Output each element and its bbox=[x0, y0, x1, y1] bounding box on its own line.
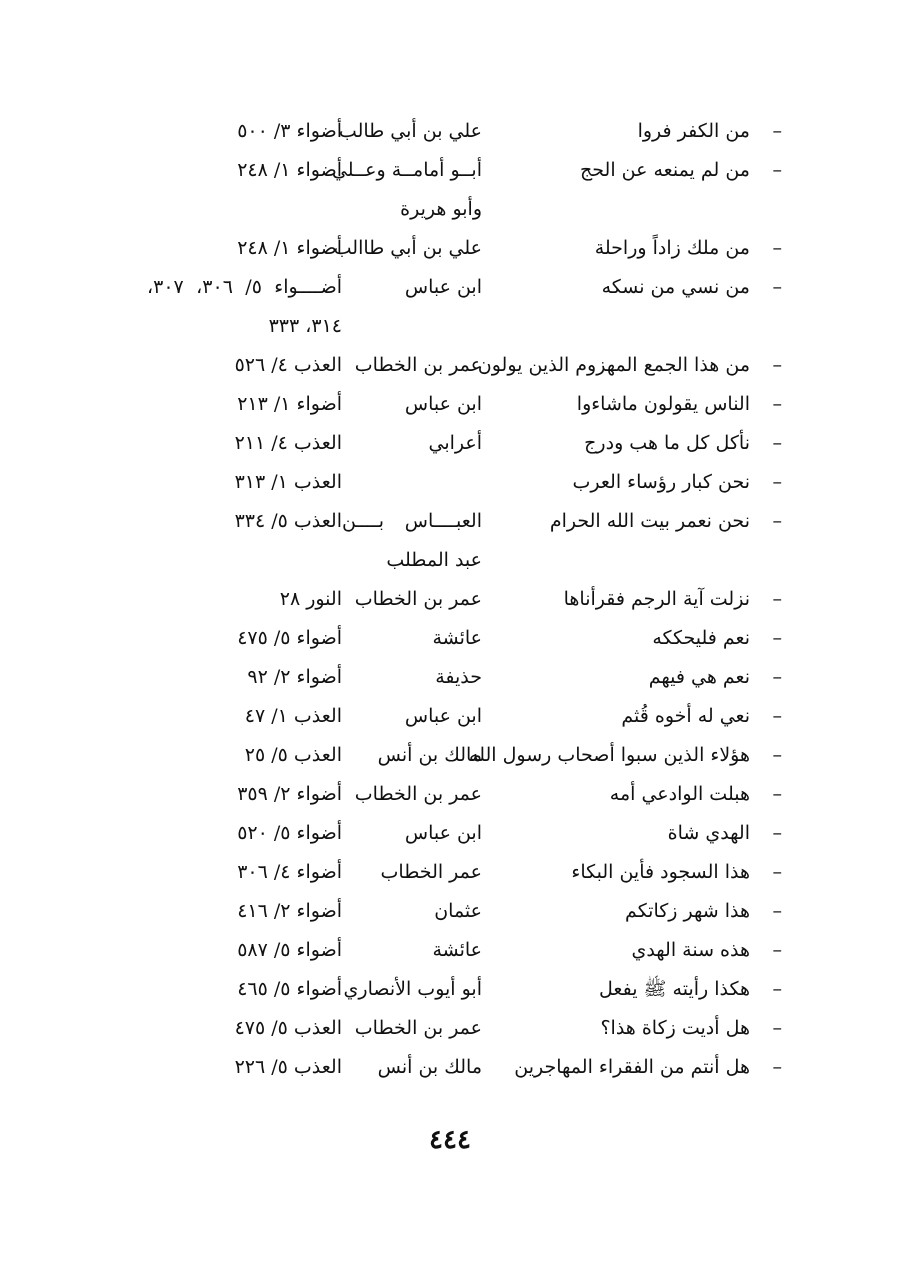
index-entry bbox=[117, 1009, 782, 1048]
entry-narrator: مالك بن أنس bbox=[377, 1056, 482, 1078]
entry-narrator: عمر بن الخطاب bbox=[354, 783, 482, 805]
index-entry bbox=[117, 853, 782, 892]
entry-narrator: علي بن أبي طالب bbox=[338, 120, 482, 142]
entry-phrase: نأكل كل ما هب ودرج bbox=[584, 432, 750, 454]
entry-reference: العذب ٥/ ٢٢٦ bbox=[234, 1056, 342, 1078]
index-entry bbox=[117, 268, 782, 307]
entry-dash: – bbox=[772, 120, 782, 142]
entry-phrase: نحن كبار رؤساء العرب bbox=[572, 471, 750, 493]
entry-phrase: نحن نعمر بيت الله الحرام bbox=[549, 510, 750, 532]
index-list bbox=[117, 112, 782, 1087]
entry-narrator: علي بن أبي طاالب bbox=[333, 237, 482, 259]
index-entry bbox=[117, 892, 782, 931]
entry-reference: أضواء ٢/ ٣٥٩ bbox=[237, 783, 342, 805]
entry-dash: – bbox=[772, 237, 782, 259]
entry-phrase: نعم فليحككه bbox=[652, 627, 750, 649]
entry-phrase: من لم يمنعه عن الحج bbox=[580, 159, 750, 181]
entry-narrator: أبو أيوب الأنصاري bbox=[343, 978, 482, 1000]
index-entry bbox=[117, 736, 782, 775]
entry-narrator: أعرابي bbox=[428, 432, 482, 454]
entry-phrase: هذا شهر زكاتكم bbox=[625, 900, 750, 922]
entry-dash: – bbox=[772, 276, 782, 298]
entry-phrase: هل أديت زكاة هذا؟ bbox=[600, 1017, 750, 1039]
entry-phrase: هبلت الوادعي أمه bbox=[609, 783, 750, 805]
entry-phrase: نزلت آية الرجم فقرأناها bbox=[563, 588, 750, 610]
entry-reference: ٣١٤، ٣٣٣ bbox=[268, 315, 342, 337]
entry-narrator: عثمان bbox=[434, 900, 482, 922]
index-entry bbox=[117, 1048, 782, 1087]
index-entry bbox=[117, 502, 782, 541]
index-entry bbox=[117, 580, 782, 619]
entry-narrator: مالك بن أنس bbox=[377, 744, 482, 766]
index-entry bbox=[117, 229, 782, 268]
entry-phrase: من ملك زاداً وراحلة bbox=[594, 237, 750, 259]
entry-phrase: هؤلاء الذين سبوا أصحاب رسول الله bbox=[469, 744, 750, 766]
entry-reference: العذب ٤/ ٢١١ bbox=[234, 432, 342, 454]
entry-phrase: من نسي من نسكه bbox=[601, 276, 750, 298]
entry-narrator: عمر بن الخطاب bbox=[354, 588, 482, 610]
entry-reference: أضواء ١/ ٢١٣ bbox=[237, 393, 342, 415]
entry-dash: – bbox=[772, 471, 782, 493]
entry-dash: – bbox=[772, 159, 782, 181]
entry-reference: أضــــواء ٥/ ٣٠٦، ٣٠٧، bbox=[147, 276, 342, 298]
entry-reference: العذب ٥/ ٤٧٥ bbox=[234, 1017, 342, 1039]
entry-reference: أضواء ١/ ٢٤٨ bbox=[237, 159, 342, 181]
entry-dash: – bbox=[772, 627, 782, 649]
entry-phrase: هل أنتم من الفقراء المهاجرين bbox=[514, 1056, 750, 1078]
entry-dash: – bbox=[772, 1017, 782, 1039]
index-entry bbox=[117, 151, 782, 190]
index-entry bbox=[117, 970, 782, 1009]
entry-narrator: العبــــاس بــــن bbox=[342, 510, 482, 532]
entry-dash: – bbox=[772, 861, 782, 883]
entry-reference: أضواء ٥/ ٤٦٥ bbox=[237, 978, 342, 1000]
entry-narrator: عبد المطلب bbox=[386, 549, 482, 571]
entry-phrase: نعي له أخوه قُثم bbox=[621, 705, 750, 727]
entry-dash: – bbox=[772, 939, 782, 961]
index-entry bbox=[117, 385, 782, 424]
index-entry bbox=[117, 307, 782, 346]
entry-reference: أضواء ١/ ٢٤٨ bbox=[237, 237, 342, 259]
entry-reference: أضواء ٢/ ٤١٦ bbox=[237, 900, 342, 922]
entry-dash: – bbox=[772, 822, 782, 844]
entry-narrator: وأبو هريرة bbox=[400, 198, 482, 220]
index-entry bbox=[117, 463, 782, 502]
entry-narrator: ابن عباس bbox=[404, 276, 482, 298]
index-entry bbox=[117, 541, 782, 580]
index-entry bbox=[117, 931, 782, 970]
entry-dash: – bbox=[772, 588, 782, 610]
index-entry bbox=[117, 619, 782, 658]
entry-dash: – bbox=[772, 510, 782, 532]
entry-phrase: هكذا رأيته ﷺ يفعل bbox=[599, 978, 750, 1000]
entry-narrator: عمر بن الخطاب bbox=[354, 354, 482, 376]
entry-reference: أضواء ٥/ ٥٨٧ bbox=[237, 939, 342, 961]
entry-reference: العذب ٥/ ٢٥ bbox=[244, 744, 342, 766]
entry-phrase: الناس يقولون ماشاءوا bbox=[576, 393, 750, 415]
entry-dash: – bbox=[772, 744, 782, 766]
entry-reference: العذب ١/ ٣١٣ bbox=[234, 471, 342, 493]
entry-dash: – bbox=[772, 783, 782, 805]
entry-dash: – bbox=[772, 354, 782, 376]
entry-narrator: ابن عباس bbox=[404, 393, 482, 415]
entry-narrator: عمر بن الخطاب bbox=[354, 1017, 482, 1039]
index-entry bbox=[117, 775, 782, 814]
entry-dash: – bbox=[772, 705, 782, 727]
entry-phrase: من الكفر فروا bbox=[637, 120, 750, 142]
entry-narrator: ابن عباس bbox=[404, 705, 482, 727]
entry-reference: النور ٢٨ bbox=[279, 588, 342, 610]
entry-phrase: الهدي شاة bbox=[667, 822, 750, 844]
entry-dash: – bbox=[772, 432, 782, 454]
index-entry bbox=[117, 112, 782, 151]
entry-reference: أضواء ٥/ ٤٧٥ bbox=[237, 627, 342, 649]
entry-reference: أضواء ٣/ ٥٠٠ bbox=[237, 120, 342, 142]
index-entry bbox=[117, 658, 782, 697]
index-entry bbox=[117, 346, 782, 385]
index-entry bbox=[117, 814, 782, 853]
entry-phrase: نعم هي فيهم bbox=[648, 666, 750, 688]
entry-dash: – bbox=[772, 393, 782, 415]
entry-reference: العذب ٤/ ٥٢٦ bbox=[234, 354, 342, 376]
page-number: ٤٤٤ bbox=[429, 1125, 471, 1155]
entry-narrator: ابن عباس bbox=[404, 822, 482, 844]
entry-narrator: حذيفة bbox=[435, 666, 482, 688]
entry-dash: – bbox=[772, 978, 782, 1000]
entry-narrator: أبــو أمامــة وعــلي bbox=[331, 159, 482, 181]
entry-phrase: هذه سنة الهدي bbox=[631, 939, 750, 961]
entry-narrator: عمر الخطاب bbox=[380, 861, 482, 883]
entry-phrase: هذا السجود فأين البكاء bbox=[571, 861, 750, 883]
index-entry bbox=[117, 697, 782, 736]
entry-narrator: عائشة bbox=[432, 939, 482, 961]
entry-narrator: عائشة bbox=[432, 627, 482, 649]
entry-dash: – bbox=[772, 666, 782, 688]
index-entry bbox=[117, 190, 782, 229]
entry-reference: العذب ٥/ ٣٣٤ bbox=[234, 510, 342, 532]
entry-reference: أضواء ٤/ ٣٠٦ bbox=[237, 861, 342, 883]
entry-reference: أضواء ٥/ ٥٢٠ bbox=[237, 822, 342, 844]
index-entry bbox=[117, 424, 782, 463]
entry-dash: – bbox=[772, 1056, 782, 1078]
entry-reference: أضواء ٢/ ٩٢ bbox=[247, 666, 342, 688]
entry-dash: – bbox=[772, 900, 782, 922]
entry-reference: العذب ١/ ٤٧ bbox=[244, 705, 342, 727]
entry-phrase: من هذا الجمع المهزوم الذين يولون bbox=[477, 354, 750, 376]
